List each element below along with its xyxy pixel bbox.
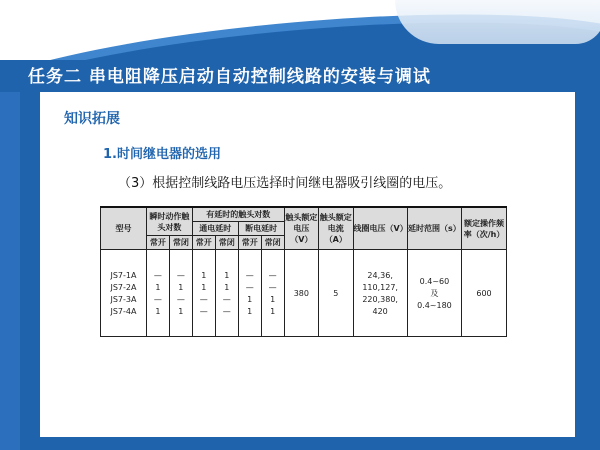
cell-value: 1: [155, 306, 161, 316]
left-stripe: [0, 92, 20, 450]
col-deenergize: 断电延时: [238, 222, 284, 236]
cell-instant-no: [146, 250, 169, 337]
col-instant-nc: 常闭: [169, 236, 192, 250]
cell-value: 220,380,: [362, 294, 398, 304]
header-background: [0, 0, 600, 60]
cell-value: 110,127,: [362, 282, 398, 292]
cell-value: —: [199, 294, 208, 304]
cell-value: 0.4~180: [417, 300, 452, 310]
model-value: JS7-4A: [110, 306, 137, 316]
model-value: JS7-3A: [110, 294, 137, 304]
section-subheading: 1.时间继电器的选用: [103, 147, 221, 162]
col-instant: 瞬时动作触头对数: [146, 207, 192, 236]
cell-coil-voltage: [353, 250, 407, 337]
cell-value: 1: [224, 282, 230, 292]
col-model: 型号: [101, 207, 147, 250]
cell-value: 1: [155, 282, 161, 292]
model-value: JS7-1A: [110, 270, 137, 280]
col-rated-current: 触头额定电流（A）: [319, 207, 353, 250]
cell-value: —: [176, 294, 185, 304]
cell-energize-nc: [215, 250, 238, 337]
cell-value: 1: [224, 270, 230, 280]
cell-value: —: [153, 270, 162, 280]
cell-models: [101, 250, 147, 337]
cell-energize-no: [192, 250, 215, 337]
col-energize-nc: 常闭: [215, 236, 238, 250]
cell-value: 1: [247, 294, 253, 304]
cell-deenergize-no: [238, 250, 261, 337]
cell-value: 24,36,: [367, 270, 393, 280]
section-paragraph: （3）根据控制线路电压选择时间继电器吸引线圈的电压。: [118, 176, 452, 191]
cell-rated-voltage: 380: [284, 250, 318, 337]
decorative-cloud: [395, 0, 600, 44]
cell-value: 1: [270, 306, 276, 316]
cell-deenergize-nc: [261, 250, 284, 337]
cell-value: 1: [201, 270, 207, 280]
relay-spec-table: [100, 206, 507, 337]
col-energize-no: 常开: [192, 236, 215, 250]
cell-value: —: [222, 294, 231, 304]
cell-value: 1: [247, 306, 253, 316]
model-value: JS7-2A: [110, 282, 137, 292]
col-delay-range: 延时范围（s）: [407, 207, 461, 250]
section-heading: 知识拓展: [64, 111, 120, 127]
table-row: [101, 250, 507, 337]
cell-value: 420: [372, 306, 388, 316]
col-deenergize-nc: 常闭: [261, 236, 284, 250]
cell-delay-range: [407, 250, 461, 337]
cell-value: 1: [201, 282, 207, 292]
cell-value: 1: [270, 294, 276, 304]
cell-value: —: [268, 282, 277, 292]
cell-value: —: [176, 270, 185, 280]
col-energize: 通电延时: [192, 222, 238, 236]
col-coil-voltage: 线圈电压（V）: [353, 207, 407, 250]
col-frequency: 额定操作频率（次/h）: [462, 207, 507, 250]
cell-value: —: [245, 270, 254, 280]
cell-frequency: 600: [462, 250, 507, 337]
col-delay: 有延时的触头对数: [192, 207, 284, 222]
col-instant-no: 常开: [146, 236, 169, 250]
cell-value: 0.4~60: [419, 276, 450, 286]
col-rated-voltage: 触头额定电压（V）: [284, 207, 318, 250]
cell-value: 1: [178, 306, 184, 316]
col-deenergize-no: 常开: [238, 236, 261, 250]
cell-value: —: [268, 270, 277, 280]
slide-title: 任务二 串电阻降压启动自动控制线路的安装与调试: [28, 67, 431, 87]
cell-value: —: [199, 306, 208, 316]
cell-rated-current: 5: [319, 250, 353, 337]
cell-value: —: [153, 294, 162, 304]
cell-value: 1: [178, 282, 184, 292]
cell-value: 及: [430, 288, 439, 298]
cell-instant-nc: [169, 250, 192, 337]
cell-value: —: [245, 282, 254, 292]
cell-value: —: [222, 306, 231, 316]
